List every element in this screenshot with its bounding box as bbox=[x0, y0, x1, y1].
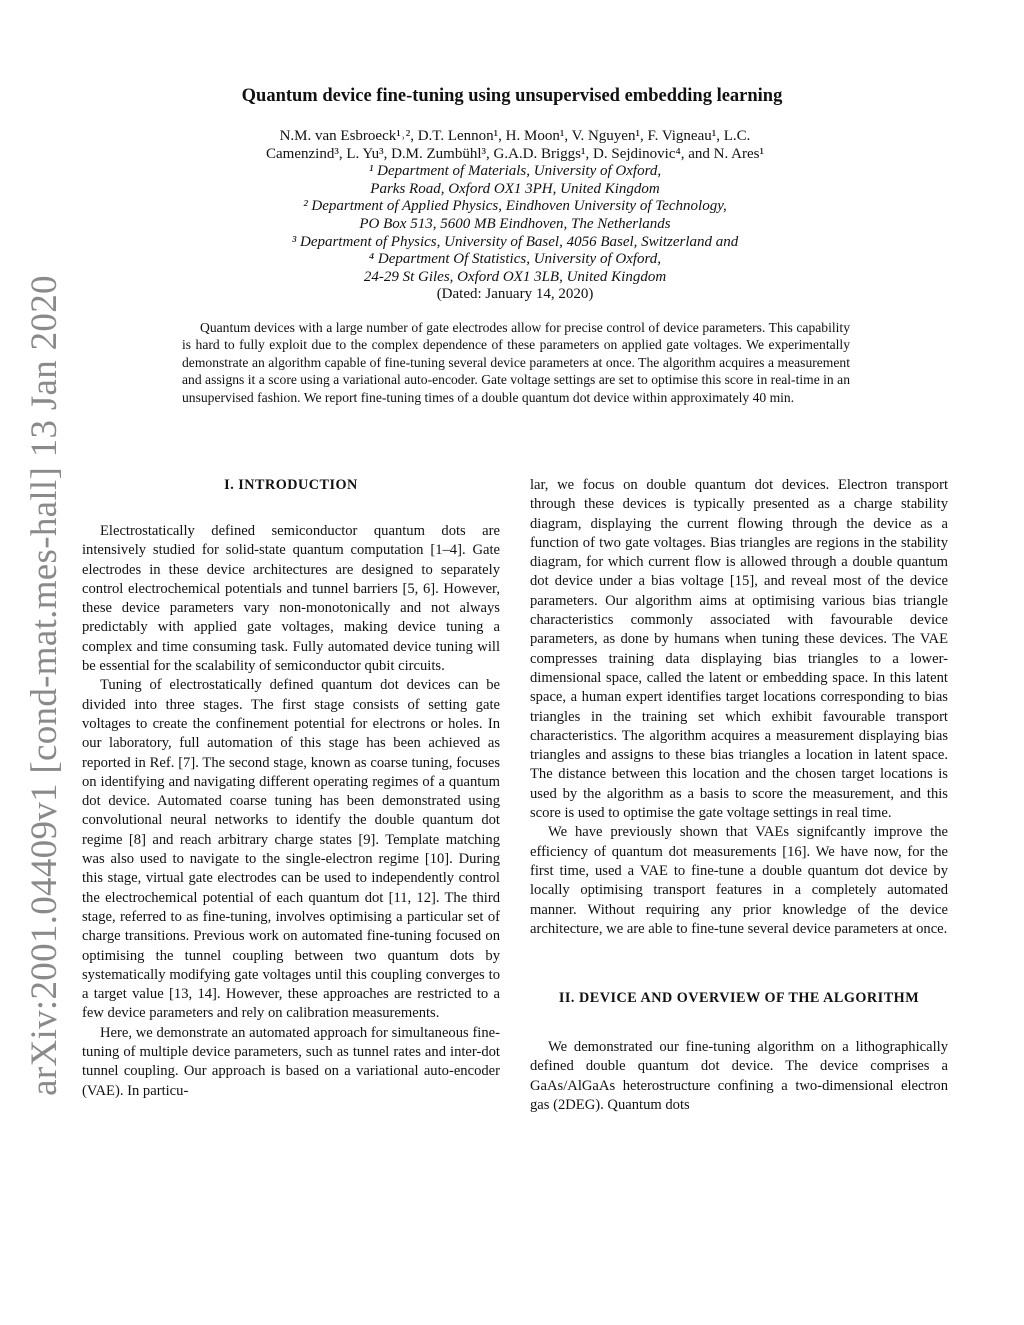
abstract-text: Quantum devices with a large number of gate electrodes allow for precise control of device parameters. This capability is hard to fully exploit due to the complex dependence of these parameters on applied gate voltages. We experimentally demonstrate an algorithm capable of fine-tuning several device parameters at once. The algorithm acquires a measurement and assigns it a score using a variational auto-encoder. Gate voltage settings are set to optimise this score in real-time in an unsupervised fashion. We report fine-tuning times of a double quantum dot device within approximately 40 min. bbox=[182, 320, 850, 405]
affiliation-line: ⁴ Department Of Statistics, University of Oxford, bbox=[368, 251, 662, 268]
arxiv-identifier-stamp bbox=[18, 274, 70, 1096]
affiliation-line: Parks Road, Oxford OX1 3PH, United Kingdom bbox=[370, 180, 660, 197]
affiliation-line: PO Box 513, 5600 MB Eindhoven, The Netherlands bbox=[359, 215, 671, 232]
affiliation-line: ² Department of Applied Physics, Eindhoven University of Technology, bbox=[303, 198, 727, 215]
abstract bbox=[182, 319, 850, 406]
paragraph: We demonstrated our fine-tuning algorithm on a lithographically defined double quantum dot device. The device comprises a GaAs/AlGaAs heterostructure confining a two-dimensional electron gas (2DEG). Quantum dots bbox=[530, 1039, 948, 1114]
paragraph: Tuning of electrostatically defined quantum dot devices can be divided into three stages. The first stage consists of setting gate voltages to create the confinement potential for electrons or holes. In our laboratory, full automation of this stage has been achieved as reported in Ref. [7]. The second stage, known as coarse tuning, focuses on identifying and navigating different operating regimes of a quantum dot device. Automated coarse tuning has been demonstrated using convolutional neural networks to identify the double quantum dot regime [8] and reach arbitrary charge states [9]. Template matching was also used to navigate to the single-electron regime [10]. During this stage, virtual gate electrodes can be used to independently control the electrochemical potential of each quantum dot [11, 12]. The third stage, referred to as fine-tuning, involves optimising a particular set of charge transitions. Previous work on automated fine-tuning focused on optimising the tunnel coupling between two quantum dots by systematically modifying gate voltages until this coupling converges to a target value [13, 14]. However, these approaches are restricted to a few device parameters and rely on calibration measurements. bbox=[82, 677, 500, 1022]
paragraph: Here, we demonstrate an automated approach for simultaneous fine-tuning of multiple device parameters, such as tunnel rates and inter-dot tunnel coupling. Our approach is based on a variational auto-encoder (VAE). In particu- bbox=[82, 1024, 500, 1099]
affiliation-line: 24-29 St Giles, Oxford OX1 3LB, United Kingdom bbox=[363, 268, 667, 285]
author-line: N.M. van Esbroeck¹˒², D.T. Lennon¹, H. Moon¹, V. Nguyen¹, F. Vigneau¹, L.C. bbox=[279, 128, 751, 144]
paragraph: We have previously shown that VAEs signifcantly improve the efficiency of quantum dot measurements [16]. We have now, for the first time, used a VAE to fine-tune a double quantum dot device by locally optimising transport features in a completely automated manner. Without requiring any prior knowledge of the device architecture, we are able to fine-tune several device parameters at once. bbox=[530, 824, 948, 937]
affiliation-line: ³ Department of Physics, University of Basel, 4056 Basel, Switzerland and bbox=[291, 233, 739, 250]
author-block bbox=[150, 128, 880, 304]
paper-title: Quantum device fine-tuning using unsupervised embedding learning bbox=[241, 86, 783, 106]
arxiv-id: arXiv:2001.04409v1 [cond-mat.mes-hall] 13 Jan 2020 bbox=[23, 274, 65, 1096]
paragraph: Electrostatically defined semiconductor quantum dots are intensively studied for solid-state quantum computation [1–4]. Gate electrodes in these device architectures are designed to separately control electrochemical potentials and tunnel barriers [5, 6]. However, these device parameters vary non-monotonically and not always predictably with applied gate voltages, making device tuning a complex and time consuming task. Fully automated device tuning will be essential for the scalability of semiconductor qubit circuits. bbox=[82, 523, 500, 675]
author-line: Camenzind³, L. Yu³, D.M. Zumbühl³, G.A.D. Briggs¹, D. Sejdinovic⁴, and N. Ares¹ bbox=[266, 145, 764, 162]
section-heading-introduction: I. INTRODUCTION bbox=[224, 477, 358, 493]
right-column bbox=[530, 476, 948, 1115]
dated-line: (Dated: January 14, 2020) bbox=[436, 286, 594, 303]
paragraph: lar, we focus on double quantum dot devices. Electron transport through these devices is typically presented as a charge stability diagram, displaying the current flowing through the device as a function of two gate voltages. Bias triangles are regions in the stability diagram, for which current flow is allowed through a double quantum dot device under a bias voltage [15], and reveal most of the device parameters. Our algorithm aims at optimising various bias triangle characteristics commonly associated with favourable device parameters, as done by humans when tuning these devices. The VAE compresses training data displaying bias triangles to a lower-dimensional space, called the latent or embedding space. In this latent space, a human expert identifies target locations corresponding to bias triangles in the training set which exhibit favourable transport characteristics. The algorithm acquires a measurement displaying bias triangles and assigns to these bias triangles a location in latent space. The distance between this location and the chosen target locations is used by the algorithm as a basis to score the measurement, and this score is used to optimise the gate voltage settings in real time. bbox=[530, 477, 948, 822]
affiliation-line: ¹ Department of Materials, University of Oxford, bbox=[368, 163, 662, 180]
section-heading-device-overview: II. DEVICE AND OVERVIEW OF THE ALGORITHM bbox=[558, 990, 920, 1007]
left-column bbox=[82, 476, 500, 1101]
